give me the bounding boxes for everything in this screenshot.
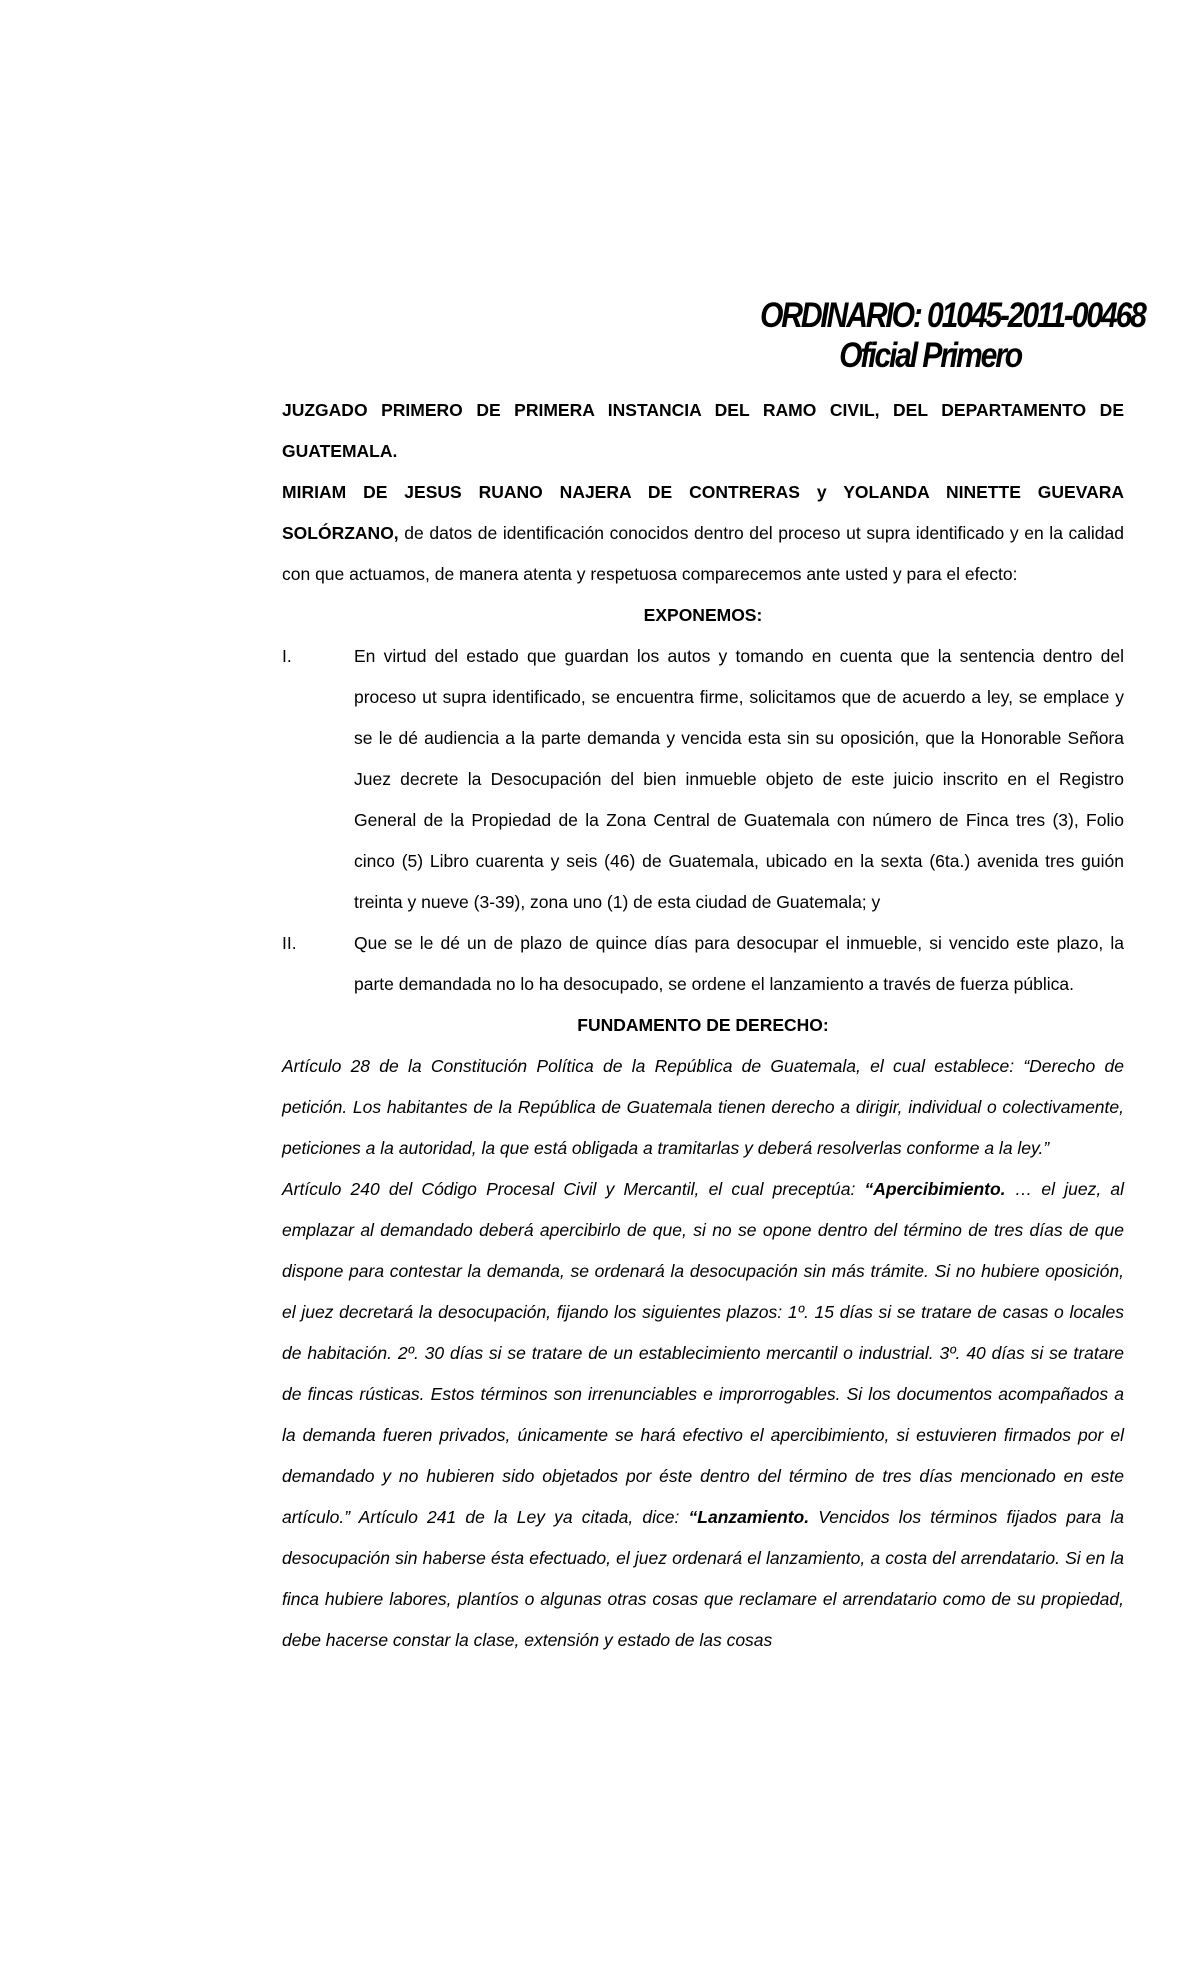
item-text: En virtud del estado que guardan los autos y tomando en cuenta que la sentencia dentro del proceso ut supra identificado, se encuentra firme, solicitamos que de acuerdo a ley, se emplace y se le dé audiencia a la parte demanda y vencida esta sin su oposición, que la Honorable Señora Juez decrete la Desocupación del bien inmueble objeto de este juicio inscrito en el Registro General de la Propiedad de la Zona Central de Guatemala con número de Finca tres (3), Folio cinco (5) Libro cuarenta y seis (46) de Guatemala, ubicado en la sexta (6ta.) avenida tres guión treinta y nueve (3-39), zona uno (1) de esta ciudad de Guatemala; y: [354, 646, 1124, 912]
intro-paragraph: [282, 472, 1124, 595]
item-number: I.: [282, 646, 292, 666]
article-241-title: “Lanzamiento.: [688, 1507, 810, 1527]
item-number: II.: [282, 933, 297, 953]
intro-text: de datos de identificación conocidos dentro del proceso ut supra identificado y en la calidad con que actuamos, de manera atenta y respetuosa comparecemos ante usted y para el efecto:: [282, 523, 1124, 584]
list-item: [282, 923, 1124, 1005]
article-240-text: … el juez, al emplazar al demandado deberá apercibirlo de que, si no se opone dentro del término de tres días de que dispone para contestar la demanda, se ordenará la desocupación sin más trámite. Si no hubiere oposición, el juez decretará la desocupación, fijando los siguientes plazos: 1º. 15 días si se tratare de casas o locales de habitación. 2º. 30 días si se tratare de un establecimiento mercantil o industrial. 3º. 40 días si se tratare de fincas rústicas. Estos términos son irrenunciables e improrrogables. Si los documentos acompañados a la demanda fueren privados, únicamente se hará efectivo el apercibimiento, si estuvieren firmados por el demandado y no hubieren sido objetados por éste dentro del término de tres días mencionado en este artículo.” Artículo 241 de la Ley ya citada, dice:: [282, 1179, 1124, 1527]
item-text: Que se le dé un de plazo de quince días para desocupar el inmueble, si vencido este plazo, la parte demandada no lo ha desocupado, se ordene el lanzamiento a través de fuerza pública.: [354, 933, 1124, 994]
officer-label: Oficial Primero: [839, 336, 1021, 375]
article-240-title: “Apercibimiento.: [864, 1179, 1006, 1199]
article-28-paragraph: Artículo 28 de la Constitución Política de la República de Guatemala, el cual establece: “Derecho de petición. Los habitantes de la República de Guatemala tienen derecho a dirigir, individual o colectivamente, peticiones a la autoridad, la que está obligada a tramitarlas y deberá resolverlas conforme a la ley.”: [282, 1056, 1124, 1158]
list-item: [282, 636, 1124, 923]
parties-names: MIRIAM DE JESUS RUANO NAJERA DE CONTRERAS y YOLANDA NINETTE GUEVARA SOLÓRZANO,: [282, 482, 1124, 543]
fundamento-heading: FUNDAMENTO DE DERECHO:: [577, 1015, 829, 1035]
exponemos-heading: EXPONEMOS:: [643, 605, 763, 625]
case-header: [760, 296, 1145, 376]
case-number: ORDINARIO: 01045-2011-00468: [760, 296, 1145, 335]
document-body: [282, 390, 1124, 1661]
article-241-text: Vencidos los términos fijados para la desocupación sin haberse ésta efectuado, el juez ordenará el lanzamiento, a costa del arrendatario. Si en la finca hubiere labores, plantíos o algunas otras cosas que reclamare el arrendatario como de su propiedad, debe hacerse constar la clase, extensión y estado de las cosas: [282, 1507, 1124, 1650]
court-heading: JUZGADO PRIMERO DE PRIMERA INSTANCIA DEL RAMO CIVIL, DEL DEPARTAMENTO DE GUATEMALA.: [282, 400, 1124, 461]
article-240-paragraph: [282, 1169, 1124, 1661]
article-240-intro: Artículo 240 del Código Procesal Civil y Mercantil, el cual preceptúa:: [282, 1179, 865, 1199]
